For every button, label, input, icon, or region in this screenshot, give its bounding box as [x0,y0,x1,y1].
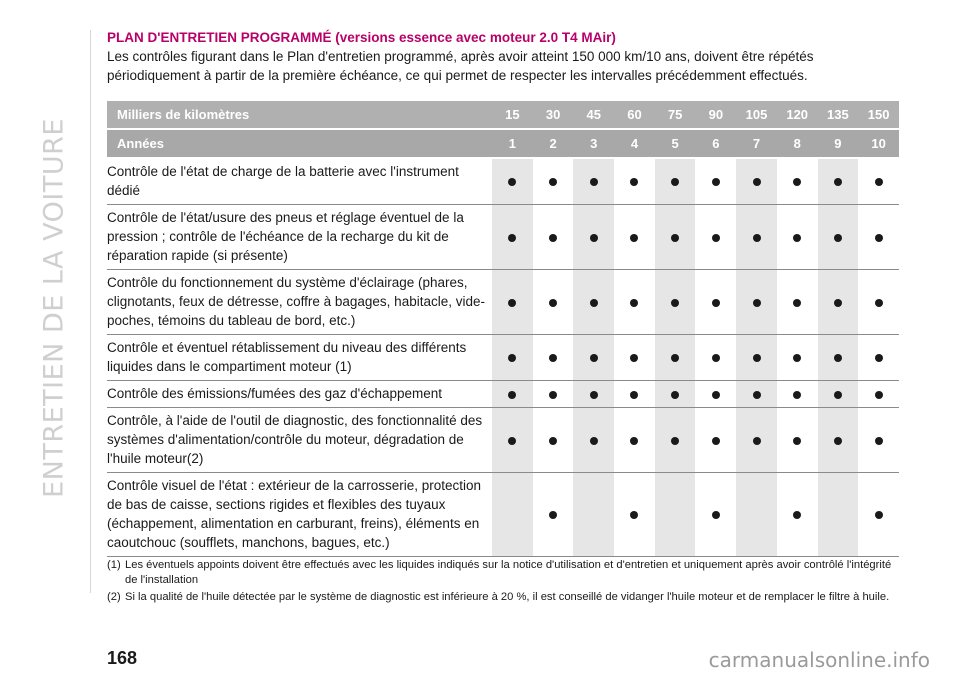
check-cell [533,473,574,557]
check-dot-icon [630,391,638,399]
check-cell [614,381,655,408]
maintenance-schedule-table [107,101,899,557]
check-cell [818,381,859,408]
check-cell [492,473,533,557]
check-cell [695,270,736,335]
check-dot-icon [753,354,761,362]
year-header-cell: 3 [573,129,614,158]
check-dot-icon [508,234,516,242]
check-label: Contrôle du fonctionnement du système d'éclairage (phares, clignotants, feux de détresse, coffre à bagages, habitacle, vide-poches, témoins du tableau de bord, etc.) [107,270,492,335]
check-cell [695,473,736,557]
km-header-cell: 150 [858,101,899,129]
check-cell [492,270,533,335]
footnote [107,558,897,588]
km-header-row [107,101,899,129]
check-cell [533,158,574,205]
check-cell [818,270,859,335]
km-header-cell: 30 [533,101,574,129]
check-cell [695,381,736,408]
check-dot-icon [630,437,638,445]
check-dot-icon [712,354,720,362]
check-dot-icon [712,234,720,242]
check-dot-icon [712,511,720,519]
check-cell [777,270,818,335]
check-dot-icon [834,437,842,445]
check-cell [573,270,614,335]
check-dot-icon [590,354,598,362]
check-cell [614,335,655,381]
check-dot-icon [630,511,638,519]
check-dot-icon [549,437,557,445]
check-dot-icon [590,234,598,242]
check-cell [614,473,655,557]
check-dot-icon [793,178,801,186]
check-dot-icon [590,178,598,186]
check-cell [533,408,574,473]
km-header-label: Milliers de kilomètres [107,101,492,129]
check-dot-icon [875,391,883,399]
check-cell [736,473,777,557]
check-dot-icon [671,391,679,399]
schedule-body [107,158,899,557]
check-dot-icon [753,234,761,242]
check-dot-icon [834,178,842,186]
check-cell [573,205,614,270]
check-cell [736,158,777,205]
check-cell [736,335,777,381]
footnotes [107,558,897,607]
check-cell [858,473,899,557]
check-cell [533,270,574,335]
check-cell [614,408,655,473]
check-cell [533,335,574,381]
check-label: Contrôle de l'état/usure des pneus et réglage éventuel de la pression ; contrôle de l'échéance de la recharge du kit de réparation rapide (si présente) [107,205,492,270]
check-dot-icon [508,437,516,445]
check-dot-icon [630,234,638,242]
check-cell [777,158,818,205]
check-cell [858,205,899,270]
km-header-cell: 135 [818,101,859,129]
check-cell [533,205,574,270]
check-cell [655,205,696,270]
footnote-number: (1) [107,559,121,571]
check-dot-icon [590,391,598,399]
check-cell [614,158,655,205]
check-dot-icon [753,178,761,186]
check-dot-icon [671,234,679,242]
check-cell [736,408,777,473]
check-dot-icon [834,299,842,307]
check-cell [818,408,859,473]
check-dot-icon [753,299,761,307]
check-cell [858,158,899,205]
table-row [107,335,899,381]
check-cell [858,381,899,408]
check-dot-icon [875,354,883,362]
check-label: Contrôle visuel de l'état : extérieur de la carrosserie, protection de bas de caisse, sections rigides et flexibles des tuyaux (échappement, alimentation en carburant, freins), éléments en caoutchouc (soufflets, manchons, bagues, etc.) [107,473,492,557]
km-header-cell: 15 [492,101,533,129]
check-dot-icon [549,299,557,307]
check-cell [492,408,533,473]
check-dot-icon [590,437,598,445]
check-dot-icon [671,437,679,445]
check-cell [818,158,859,205]
check-cell [818,473,859,557]
year-header-cell: 10 [858,129,899,158]
page-title: PLAN D'ENTRETIEN PROGRAMMÉ (versions essence avec moteur 2.0 T4 MAir) [107,30,616,45]
check-cell [573,473,614,557]
check-dot-icon [793,299,801,307]
check-dot-icon [875,178,883,186]
table-row [107,158,899,205]
check-dot-icon [671,178,679,186]
check-dot-icon [508,178,516,186]
table-row [107,408,899,473]
check-cell [655,158,696,205]
year-header-cell: 4 [614,129,655,158]
km-header-cell: 105 [736,101,777,129]
check-cell [655,473,696,557]
check-dot-icon [549,234,557,242]
check-dot-icon [875,234,883,242]
check-cell [777,473,818,557]
table-row [107,270,899,335]
check-dot-icon [508,391,516,399]
check-cell [492,335,533,381]
check-dot-icon [793,391,801,399]
footnote [107,590,897,605]
check-cell [655,381,696,408]
footnote-text: Les éventuels appoints doivent être effectués avec les liquides indiqués sur la notice d'utilisation et d'entretien et uniquement après avoir contrôlé l'intégrité de l'installation [125,559,892,586]
table-row [107,205,899,270]
check-cell [573,158,614,205]
check-cell [492,381,533,408]
years-header-label: Années [107,129,492,158]
check-cell [573,408,614,473]
check-dot-icon [671,354,679,362]
km-header-cell: 75 [655,101,696,129]
check-dot-icon [834,234,842,242]
check-cell [818,205,859,270]
check-dot-icon [712,391,720,399]
check-label: Contrôle et éventuel rétablissement du niveau des différents liquides dans le compartiment moteur (1) [107,335,492,381]
check-cell [777,335,818,381]
check-label: Contrôle des émissions/fumées des gaz d'échappement [107,381,492,408]
year-header-cell: 6 [695,129,736,158]
check-cell [818,335,859,381]
check-cell [777,381,818,408]
section-side-title: ENTRETIEN DE LA VOITURE [38,118,70,498]
check-cell [573,335,614,381]
check-cell [695,335,736,381]
check-dot-icon [793,354,801,362]
check-cell [736,205,777,270]
check-cell [736,381,777,408]
check-dot-icon [549,354,557,362]
check-cell [777,205,818,270]
check-cell [614,270,655,335]
footnote-text: Si la qualité de l'huile détectée par le système de diagnostic est inférieure à 20 %, il est conseillé de vidanger l'huile moteur et de remplacer le filtre à huile. [125,591,890,603]
check-dot-icon [875,437,883,445]
check-cell [858,335,899,381]
check-dot-icon [549,391,557,399]
check-dot-icon [712,178,720,186]
check-dot-icon [590,299,598,307]
check-cell [492,158,533,205]
table-row [107,473,899,557]
watermark: carmanualsonline.info [708,648,930,672]
check-dot-icon [630,354,638,362]
check-dot-icon [793,511,801,519]
check-dot-icon [549,511,557,519]
check-dot-icon [630,299,638,307]
check-cell [695,408,736,473]
check-cell [655,270,696,335]
km-header-cell: 120 [777,101,818,129]
check-dot-icon [508,354,516,362]
check-dot-icon [549,178,557,186]
year-header-cell: 9 [818,129,859,158]
check-dot-icon [875,511,883,519]
check-cell [573,381,614,408]
check-dot-icon [753,391,761,399]
check-dot-icon [508,299,516,307]
km-header-cell: 45 [573,101,614,129]
side-divider [90,30,91,593]
year-header-cell: 1 [492,129,533,158]
check-cell [533,381,574,408]
table-row [107,381,899,408]
check-label: Contrôle de l'état de charge de la batterie avec l'instrument dédié [107,158,492,205]
check-dot-icon [753,437,761,445]
km-header-cell: 90 [695,101,736,129]
check-dot-icon [712,299,720,307]
check-dot-icon [630,178,638,186]
check-cell [695,158,736,205]
check-dot-icon [875,299,883,307]
check-dot-icon [712,437,720,445]
check-cell [614,205,655,270]
check-cell [655,335,696,381]
check-cell [736,270,777,335]
check-cell [492,205,533,270]
page-number: 168 [107,648,138,668]
check-cell [655,408,696,473]
check-dot-icon [834,354,842,362]
year-header-cell: 7 [736,129,777,158]
year-header-cell: 5 [655,129,696,158]
check-cell [695,205,736,270]
check-dot-icon [793,234,801,242]
km-header-cell: 60 [614,101,655,129]
check-label: Contrôle, à l'aide de l'outil de diagnostic, des fonctionnalité des systèmes d'alimentation/contrôle du moteur, dégradation de l'huile moteur(2) [107,408,492,473]
footnote-number: (2) [107,591,121,603]
check-dot-icon [671,299,679,307]
check-dot-icon [793,437,801,445]
year-header-cell: 2 [533,129,574,158]
year-header-cell: 8 [777,129,818,158]
check-cell [777,408,818,473]
years-header-row [107,129,899,158]
check-cell [858,408,899,473]
intro-paragraph: Les contrôles figurant dans le Plan d'entretien programmé, après avoir atteint 150 000 km/10 ans, doivent être répétés périodiquement à partir de la première échéance, ce qui permet de respecter les intervalles précédemment effectués. [107,49,814,83]
check-cell [858,270,899,335]
check-dot-icon [834,391,842,399]
